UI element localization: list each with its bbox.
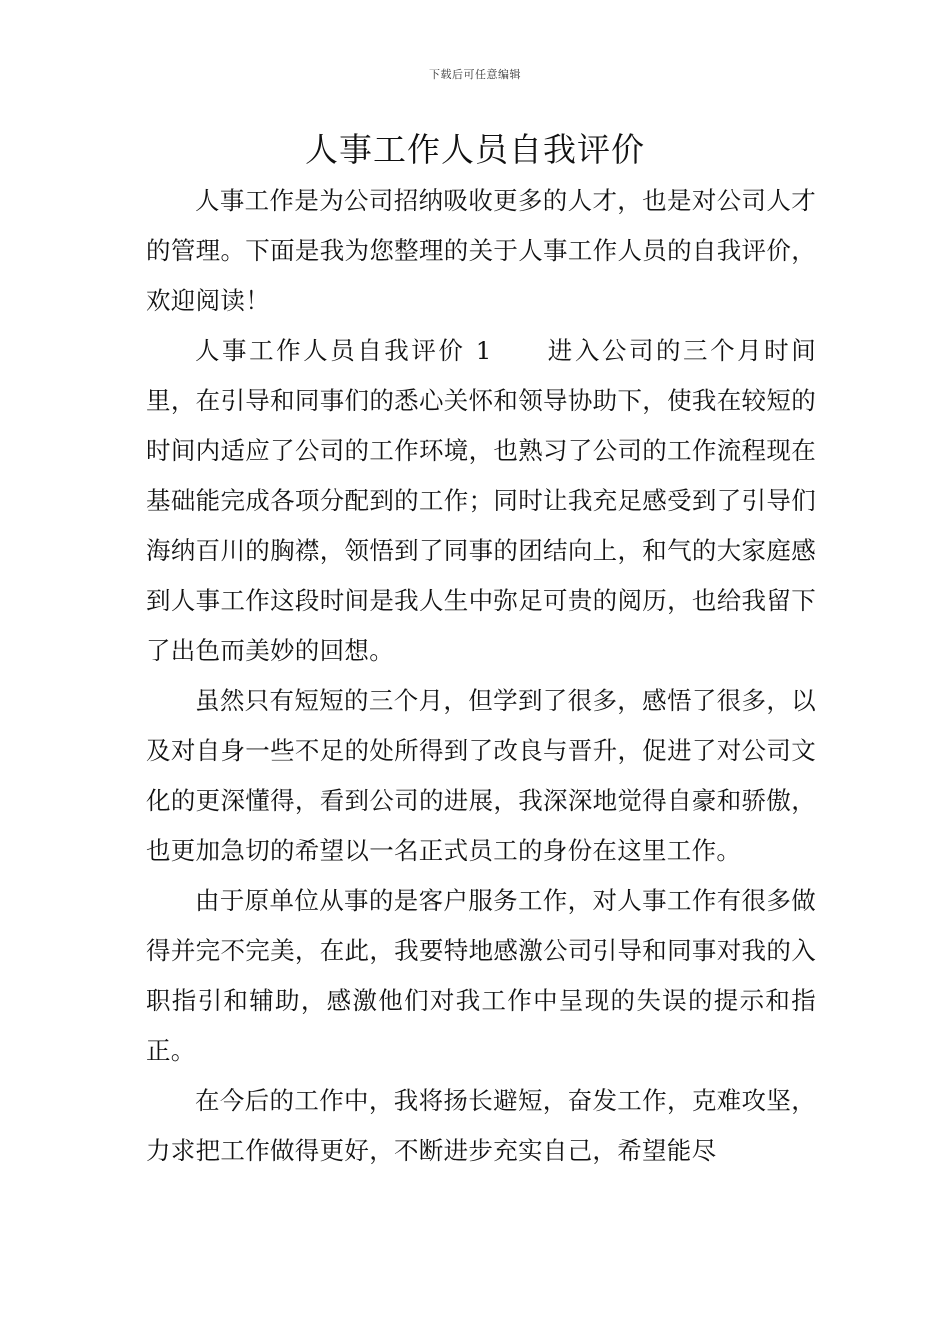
document-body (146, 176, 816, 1176)
header-note: 下载后可任意编辑 (429, 68, 521, 81)
paragraph-2: 虽然只有短短的三个月，但学到了很多，感悟了很多，以及对自身一些不足的处所得到了改良与晋升，促进了对公司文化的更深懂得，看到公司的进展，我深深地觉得自豪和骄傲，也更加急切的希望以一名正式员工的身份在这里工作。 (146, 686, 816, 865)
intro-paragraph: 人事工作是为公司招纳吸收更多的人才，也是对公司人才的管理。下面是我为您整理的关于人事工作人员的自我评价，欢迎阅读！ (146, 186, 816, 315)
paragraph-4: 在今后的工作中，我将扬长避短，奋发工作，克难攻坚，力求把工作做得更好，不断进步充实自己，希望能尽 (146, 1086, 816, 1165)
section-1-paragraph (146, 326, 816, 676)
section-1-text: 进入公司的三个月时间里，在引导和同事们的悉心关怀和领导协助下，使我在较短的时间内适应了公司的工作环境，也熟习了公司的工作流程现在基础能完成各项分配到的工作；同时让我充足感受到了引导们海纳百川的胸襟，领悟到了同事的团结向上，和气的大家庭感到人事工作这段时间是我人生中弥足可贵的阅历，也给我留下了出色而美妙的回想。 (146, 336, 817, 665)
section-1-heading: 人事工作人员自我评价 1 (195, 336, 492, 365)
paragraph-3: 由于原单位从事的是客户服务工作，对人事工作有很多做得并完不完美，在此，我要特地感激公司引导和同事对我的入职指引和辅助，感激他们对我工作中呈现的失误的提示和指正。 (146, 886, 816, 1065)
document-title: 人事工作人员自我评价 (305, 130, 645, 169)
